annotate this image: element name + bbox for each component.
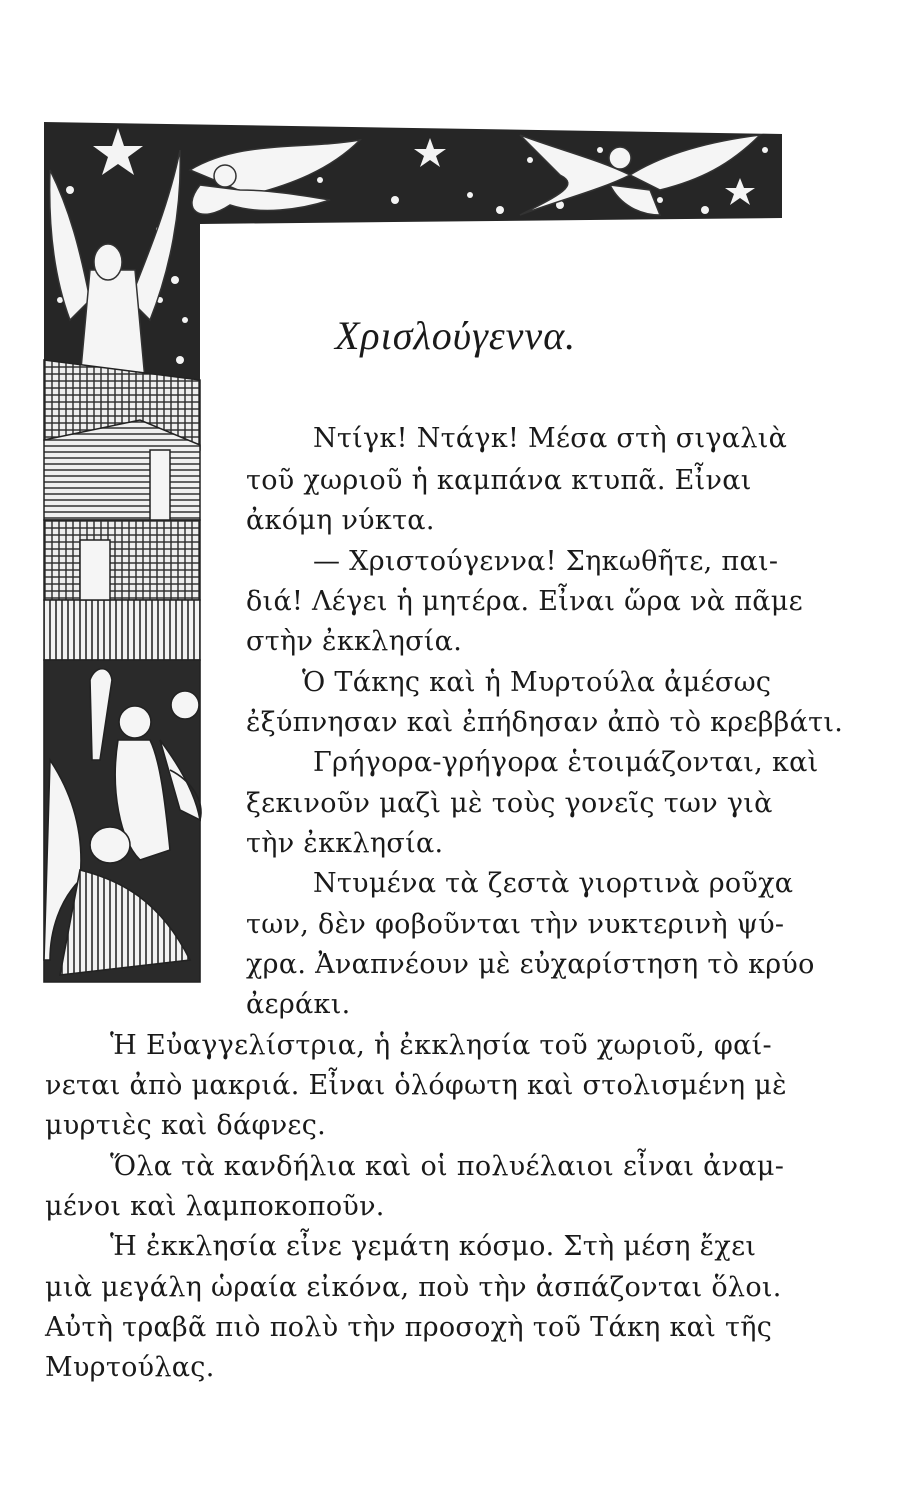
text-line: των, δὲν φοβοῦνται τὴν νυκτερινὴ ψύ- <box>246 909 785 940</box>
text-line: ἐξύπνησαν καὶ ἐπήδησαν ἀπὸ τὸ κρεββάτι. <box>246 707 844 738</box>
text-line: διά! Λέγει ἡ μητέρα. Εἶναι ὥρα νὰ πᾶμε <box>246 586 803 617</box>
page-title: Χρισλούγεννα. <box>335 313 577 358</box>
text-line: τὴν ἐκκλησία. <box>246 828 444 859</box>
text-line: Ὅλα τὰ κανδήλια καὶ οἱ πολυέλαιοι εἶναι ἀναμ- <box>110 1151 785 1182</box>
text-line: Ἡ Εὐαγγελίστρια, ἡ ἐκκλησία τοῦ χωριοῦ, φαί- <box>110 1030 772 1061</box>
town-rooftops <box>44 360 200 660</box>
text-line: Γρήγορα-γρήγορα ἑτοιμάζονται, καὶ <box>313 747 819 778</box>
text-line: Ντυμένα τὰ ζεστὰ γιορτινὰ ροῦχα <box>313 868 794 899</box>
text-line: τοῦ χωριοῦ ἡ καμπάνα κτυπᾶ. Εἶναι <box>246 465 752 496</box>
text-line: Αὐτὴ τραβᾶ πιὸ πολὺ τὴν προσοχὴ τοῦ Τάκη καὶ τῆς <box>45 1312 773 1343</box>
text-line: ἀκόμη νύκτα. <box>246 505 435 536</box>
text-line: ξεκινοῦν μαζὶ μὲ τοὺς γονεῖς των γιὰ <box>246 788 773 819</box>
nativity-scene <box>44 660 201 982</box>
text-line: μιὰ μεγάλη ὡραία εἰκόνα, ποὺ τὴν ἀσπάζονται ὅλοι. <box>45 1272 782 1303</box>
text-line: μένοι καὶ λαμποκοποῦν. <box>45 1191 385 1222</box>
text-line: ἀεράκι. <box>246 989 351 1020</box>
text-line: νεται ἀπὸ μακριά. Εἶναι ὁλόφωτη καὶ στολισμένη μὲ <box>45 1070 787 1101</box>
text-line: χρα. Ἀναπνέουν μὲ εὐχαρίστηση τὸ κρύο <box>246 949 815 980</box>
text-line: στὴν ἐκκλησία. <box>246 626 463 657</box>
text-line: μυρτιὲς καὶ δάφνες. <box>45 1110 327 1141</box>
text-line: Ὁ Τάκης καὶ ἡ Μυρτούλα ἀμέσως <box>302 667 772 698</box>
text-line: Ἡ ἐκκλησία εἶνε γεμάτη κόσμο. Στὴ μέση ἔχει <box>110 1231 757 1262</box>
text-line: Μυρτούλας. <box>45 1352 215 1383</box>
text-line: — Χριστούγεννα! Σηκωθῆτε, παι- <box>313 546 779 577</box>
text-line: Ντίγκ! Ντάγκ! Μέσα στὴ σιγαλιὰ <box>313 423 788 454</box>
